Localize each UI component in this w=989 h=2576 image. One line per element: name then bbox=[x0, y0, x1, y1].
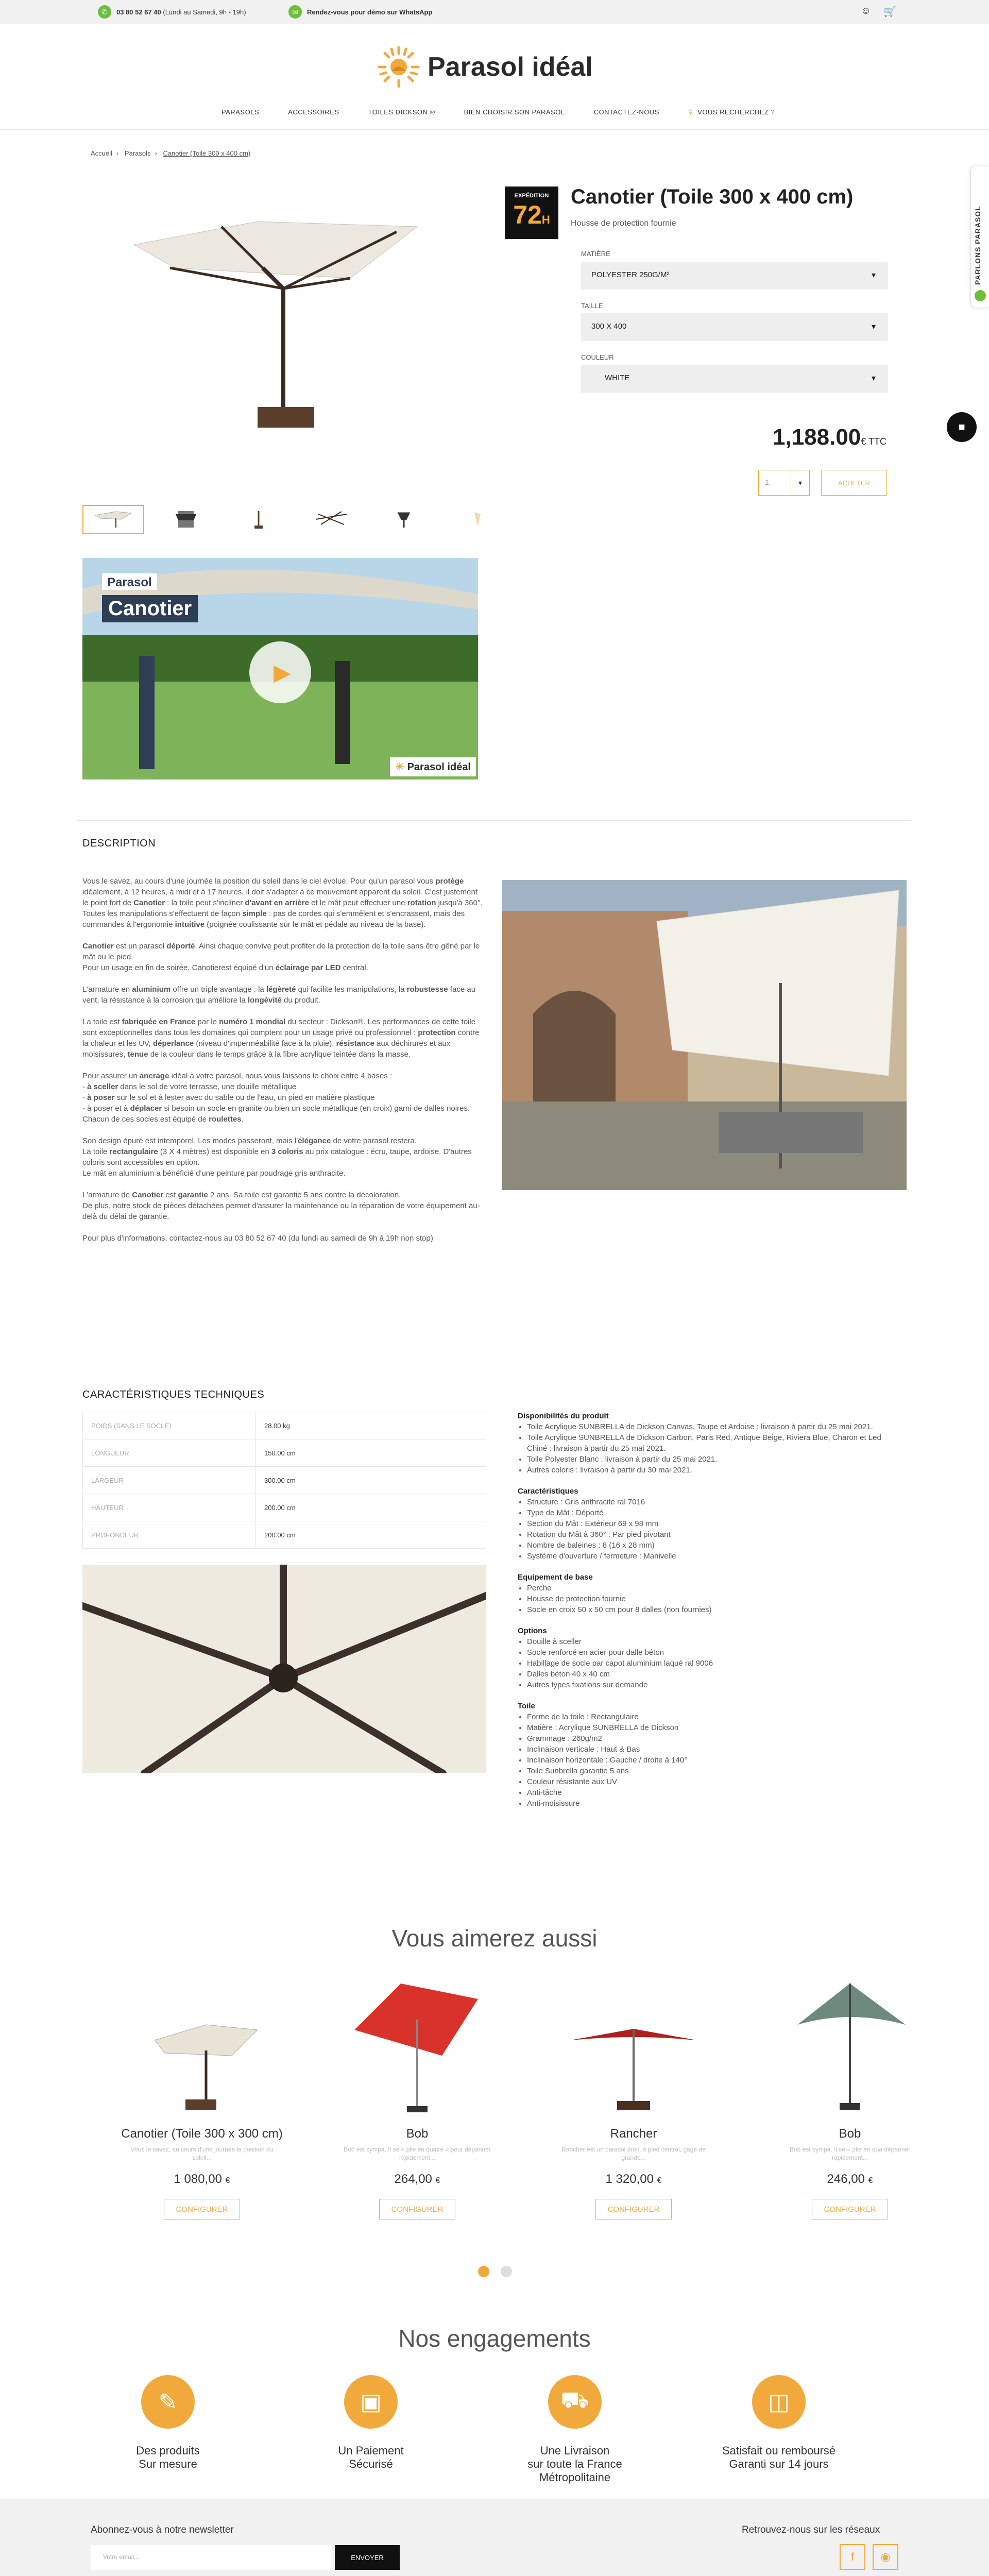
account-icon[interactable]: ☺ bbox=[860, 5, 872, 16]
list-item: • Douille à sceller bbox=[527, 1636, 899, 1647]
product-card-name[interactable]: Bob bbox=[839, 2127, 861, 2141]
quantity-stepper[interactable] bbox=[758, 470, 810, 496]
cart-icon[interactable]: 🛒 bbox=[883, 6, 896, 18]
list-item: • Socle renforcé en acier pour dalle béton bbox=[527, 1647, 899, 1658]
thumbnail-image bbox=[311, 509, 352, 530]
nav-parasols[interactable]: PARASOLS bbox=[221, 108, 260, 116]
video-brand-small: Parasol bbox=[107, 575, 152, 589]
product-card[interactable] bbox=[323, 1968, 511, 2219]
price-value: 1 080,00 bbox=[174, 2172, 222, 2186]
thumbnail[interactable] bbox=[228, 505, 289, 534]
quantity-caret-icon[interactable]: ▾ bbox=[791, 470, 809, 495]
list-item: • Forme de la toile : Rectangulaire bbox=[527, 1711, 899, 1722]
select-matiere-value: POLYESTER 250G/M² bbox=[591, 270, 670, 279]
spec-group-title: Caractéristiques bbox=[518, 1487, 578, 1496]
engagement-line1: Des produits bbox=[136, 2444, 200, 2457]
breadcrumb-current[interactable]: Canotier (Toile 300 x 400 cm) bbox=[163, 149, 251, 157]
engagement-line2: Sur mesure bbox=[139, 2458, 197, 2470]
search-icon: ⚲ bbox=[688, 108, 693, 116]
description-text: Vous le savez, au cours d'une journée la position du soleil dans le ciel évolue. Pour qu'un parasol vous protège idéalement, à 12 heures, à midi et à 17 heures, il doit s'adapter à ce mouvement apparent du soleil. C'est justement le point fort de Canotier : la toile peut s'incliner d'avant en arrière et le mât peut effectuer une rotation jusqu'à 360°. Toutes les manipulations s'effectuent de façon simple : pas de cordes qui s'emmêlent et s'encrassent, mais des commandes à l'ergonomie intuitive (poignée coulissante sur le mât et pédale au niveau de la base). Canotier est un parasol déporté. Ainsi chaque convive peut profiter de la protection de la toile sans être gêné par le mât ou le pied. Pour un usage en fin de soirée, Canotierest équipé d'un éclairage par LED central. L'armature en aluminium offre un triple avantage : la légèreté qui facilite les manipulations, la robustesse face au vent, la résistance à la corrosion qui améliore la longévité du produit. La toile est fabriquée en France par le numéro 1 mondial du secteur : Dickson®. Les performances de cette toile sont exceptionnelles dans tous les domaines qui comptent pour un usage privé ou professionnel : protection contre la chaleur et les UV, déperlance (niveau d'imperméabilité face à la pluie), résistance aux déchirures et aux moisissures, tenue de la couleur dans le temps grâce à la fibre acrylique teintée dans la masse. Pour assurer un ancrage idéal à votre parasol, nous vous laissons le choix entre 4 bases : - à sceller dans le sol de votre terrasse, une douille métallique - à poser sur le sol et à lester avec du sable ou de l'eau, un pied en matière plastique - à poser et à déplacer si besoin un socle en granite ou bien un socle métallique (en croix) garni de dalles noires. Chacun de ces socles est équipé de roulettes. Son design épuré est intemporel. Les modes passeront, mais l'élégance de votre parasol restera. La toile rectangulaire (3 X 4 mètres) est disponible en 3 coloris au prix catalogue : écru, taupe, ardoise. D'autres coloris sont accessibles en option. Le mât en aluminium a bénéficié d'une peinture par poudrage gris anthracite. L'armature de Canotier est garantie 2 ans. Sa toile est garantie 5 ans contre la décoloration. De plus, notre stock de pièces détachées permet d'assurer la maintenance ou la réparation de votre équipement au-delà du délai de garantie. Pour plus d'informations, contactez-nous au 03 80 52 67 40 (du lundi au samedi de 9h à 19h non stop) bbox=[82, 877, 483, 1243]
product-video[interactable] bbox=[82, 558, 478, 779]
list-item: • Couleur résistante aux UV bbox=[527, 1776, 899, 1787]
chat-button[interactable] bbox=[947, 412, 977, 442]
list-item: • Socle en croix 50 x 50 cm pour 8 dalles (non fournies) bbox=[527, 1604, 899, 1615]
expedition-label: EXPÉDITION bbox=[514, 193, 549, 199]
spec-group-title: Toile bbox=[518, 1702, 535, 1710]
table-row: LONGUEUR 150.00 cm bbox=[83, 1439, 486, 1467]
product-card-image[interactable] bbox=[323, 1968, 511, 2123]
engagement-badge bbox=[344, 2375, 398, 2429]
description-heading: DESCRIPTION bbox=[82, 838, 156, 849]
engagement-badge bbox=[548, 2375, 602, 2429]
engagement-badge bbox=[752, 2375, 806, 2429]
logo-text: Parasol idéal bbox=[428, 52, 593, 82]
list-item: • Inclinaison verticale : Haut & Bas bbox=[527, 1744, 899, 1755]
engagements-heading: Nos engagements bbox=[398, 2325, 591, 2352]
nav-contact[interactable]: CONTACTEZ-NOUS bbox=[593, 108, 659, 116]
product-card-price bbox=[108, 2172, 296, 2187]
main-nav bbox=[221, 108, 775, 116]
thumbnail[interactable] bbox=[300, 505, 362, 534]
engagement-line2: Garanti sur 14 jours bbox=[729, 2458, 829, 2470]
product-card[interactable] bbox=[756, 1968, 944, 2219]
chevron-down-icon: ▾ bbox=[871, 323, 876, 331]
box-icon: ◫ bbox=[768, 2389, 790, 2415]
related-heading: Vous aimerez aussi bbox=[391, 1925, 598, 1952]
product-thumbnail bbox=[756, 1968, 944, 2123]
chevron-down-icon: ▾ bbox=[871, 374, 876, 383]
product-card-name[interactable]: Rancher bbox=[610, 2127, 657, 2141]
product-card-image[interactable] bbox=[540, 1968, 727, 2123]
spec-list bbox=[518, 1583, 899, 1615]
product-card[interactable] bbox=[108, 1968, 296, 2219]
product-card-price bbox=[756, 2172, 944, 2187]
list-item: • Anti-tâche bbox=[527, 1787, 899, 1798]
price-currency: € bbox=[868, 2176, 873, 2185]
facebook-icon[interactable]: f bbox=[840, 2544, 865, 2570]
product-main-image[interactable] bbox=[129, 196, 438, 438]
product-thumbnail bbox=[323, 1968, 511, 2123]
newsletter-email-input[interactable]: Votre email... bbox=[91, 2545, 332, 2570]
card-icon: ▣ bbox=[360, 2389, 382, 2415]
product-card-desc: Bob est sympa. Il se « plie en quatre » pour dépanner rapidement... bbox=[344, 2146, 491, 2161]
engagement-line2: Sécurisé bbox=[349, 2458, 393, 2470]
engagement-line1: Satisfait ou remboursé bbox=[722, 2444, 836, 2457]
configure-button[interactable]: CONFIGURER bbox=[595, 2199, 672, 2219]
list-item: • Rotation du Mât à 360° : Par pied pivotant bbox=[527, 1529, 899, 1540]
price-value: 246,00 bbox=[827, 2172, 865, 2186]
engagement-item bbox=[498, 2375, 652, 2484]
play-button[interactable] bbox=[249, 641, 311, 703]
product-card-name[interactable]: Bob bbox=[406, 2127, 429, 2141]
top-bar bbox=[0, 0, 989, 24]
phone-icon: ✆ bbox=[98, 5, 111, 19]
option-label-couleur: COULEUR bbox=[581, 353, 614, 361]
description-photo bbox=[502, 880, 907, 1190]
thumbnail[interactable] bbox=[82, 505, 144, 534]
list-item: • Habillage de socle par capot aluminium laqué ral 9006 bbox=[527, 1658, 899, 1669]
nav-search[interactable] bbox=[688, 108, 775, 116]
price-suffix: € TTC bbox=[861, 436, 886, 447]
product-card-name[interactable]: Canotier (Toile 300 x 300 cm) bbox=[121, 2127, 283, 2141]
product-card-desc: Bob est sympa. Il se « plie en qua dépanner rapidement... bbox=[789, 2146, 911, 2161]
video-brand-big: Canotier bbox=[102, 595, 198, 622]
list-item: • Autres coloris : livraison à partir du 30 mai 2021. bbox=[527, 1465, 899, 1476]
list-item: • Anti-moisissure bbox=[527, 1798, 899, 1809]
phone-contact[interactable] bbox=[98, 5, 246, 19]
configure-button[interactable]: CONFIGURER bbox=[812, 2199, 888, 2219]
spec-group-title: Options bbox=[518, 1626, 547, 1635]
list-item: • Section du Mât : Extérieur 69 x 98 mm bbox=[527, 1518, 899, 1529]
engagement-badge bbox=[141, 2375, 195, 2429]
truck-icon: ⛟ bbox=[560, 2387, 589, 2413]
newsletter-title: Abonnez-vous à notre newsletter bbox=[91, 2524, 234, 2535]
list-item: • Grammage : 260g/m2 bbox=[527, 1733, 899, 1744]
product-card-price bbox=[540, 2172, 727, 2187]
site-logo[interactable] bbox=[377, 45, 593, 89]
nav-bien-choisir[interactable]: BIEN CHOISIR SON PARASOL bbox=[464, 108, 565, 116]
parlons-parasol-tab[interactable] bbox=[970, 166, 989, 308]
chat-icon: ■ bbox=[958, 420, 965, 433]
divider bbox=[77, 820, 912, 821]
product-card-image[interactable] bbox=[756, 1968, 944, 2123]
product-card[interactable] bbox=[540, 1968, 727, 2219]
price-value: 1 320,00 bbox=[605, 2172, 654, 2186]
engagement-line1: Un Paiement bbox=[338, 2444, 404, 2457]
expedition-unit: H bbox=[541, 213, 550, 226]
whatsapp-label[interactable]: Rendez-vous pour démo sur WhatsApp bbox=[307, 8, 433, 16]
quantity-value: 1 bbox=[765, 478, 769, 486]
select-taille[interactable] bbox=[581, 313, 888, 341]
product-card-image[interactable] bbox=[108, 1968, 296, 2123]
thumbnail-image bbox=[238, 509, 279, 530]
spec-list bbox=[518, 1636, 899, 1690]
engagement-line1: Une Livraison bbox=[540, 2444, 610, 2457]
table-row: HAUTEUR 200.00 cm bbox=[83, 1494, 486, 1521]
select-matiere[interactable] bbox=[581, 262, 888, 290]
price-currency: € bbox=[435, 2176, 440, 2185]
spec-details bbox=[518, 1411, 899, 1809]
whatsapp-link[interactable] bbox=[288, 5, 432, 19]
product-card-desc: Vous le savez, au cours d'une journée la position du soleil... bbox=[130, 2146, 274, 2161]
sun-small-icon: ☀ bbox=[395, 761, 405, 773]
tech-heading: CARACTÉRISTIQUES TECHNIQUES bbox=[82, 1389, 265, 1400]
chevron-down-icon: ▾ bbox=[871, 271, 876, 280]
instagram-icon[interactable]: ◉ bbox=[873, 2544, 898, 2570]
video-title-badge bbox=[102, 573, 157, 590]
play-icon: ▶ bbox=[274, 659, 291, 685]
spec-group-title: Disponibilités du produit bbox=[518, 1412, 609, 1420]
list-item: • Perche bbox=[527, 1583, 899, 1594]
breadcrumb: Accueil › Parasols › Canotier (Toile 300 x 400 cm) bbox=[91, 149, 251, 157]
option-label-taille: TAILLE bbox=[581, 302, 603, 310]
product-title: Canotier (Toile 300 x 400 cm) bbox=[571, 185, 854, 208]
list-item: • Autres types fixations sur demande bbox=[527, 1680, 899, 1690]
newsletter-section bbox=[0, 2499, 989, 2576]
price-currency: € bbox=[657, 2176, 662, 2185]
social-title: Retrouvez-nous sur les réseaux bbox=[742, 2524, 880, 2535]
phone-number[interactable]: 03 80 52 67 40 bbox=[116, 8, 161, 16]
search-label: VOUS RECHERCHEZ ? bbox=[697, 108, 775, 116]
whatsapp-icon: ✉ bbox=[288, 5, 302, 19]
thumbnail-strip bbox=[82, 505, 518, 534]
select-couleur[interactable] bbox=[581, 365, 888, 393]
engagement-item bbox=[702, 2375, 856, 2471]
option-label-matiere: MATIÈRE bbox=[581, 250, 610, 258]
sun-logo-icon bbox=[377, 45, 420, 89]
breadcrumb-category[interactable]: Parasols bbox=[124, 149, 151, 157]
video-watermark bbox=[390, 757, 476, 776]
spec-table bbox=[82, 1412, 486, 1549]
site-header bbox=[0, 24, 989, 130]
engagement-item bbox=[91, 2375, 245, 2471]
list-item: • Système d'ouverture / fermeture : Manivelle bbox=[527, 1551, 899, 1562]
video-watermark-text: Parasol idéal bbox=[407, 761, 471, 773]
spec-list bbox=[518, 1497, 899, 1562]
spec-list bbox=[518, 1711, 899, 1809]
list-item: • Toile Acrylique SUNBRELLA de Dickson Canvas, Taupe et Ardoise : livraison à partir du 25 mai 2021. bbox=[527, 1421, 899, 1432]
thumbnail-image bbox=[383, 509, 424, 530]
expedition-badge bbox=[505, 187, 558, 239]
spec-group-title: Equipement de base bbox=[518, 1573, 593, 1582]
list-item: • Toile Acrylique SUNBRELLA de Dickson Carbon, Paris Red, Antique Beige, Riviera Blue, Charon et Led Chiné : livraison à partir du 25 mai 2021. bbox=[527, 1432, 899, 1454]
spec-list bbox=[518, 1421, 899, 1476]
thumbnail-image bbox=[93, 509, 134, 530]
list-item: • Housse de protection fournie bbox=[527, 1594, 899, 1604]
select-taille-value: 300 X 400 bbox=[591, 322, 627, 331]
engagement-line2: sur toute la France Métropolitaine bbox=[527, 2458, 622, 2484]
expedition-value: 72 bbox=[513, 200, 542, 229]
breadcrumb-home[interactable]: Accueil bbox=[91, 149, 112, 157]
product-thumbnail bbox=[108, 1968, 296, 2123]
table-row: LARGEUR 300.00 cm bbox=[83, 1467, 486, 1494]
opening-hours: (Lundi au Samedi, 9h - 19h) bbox=[163, 8, 246, 16]
thumbnail[interactable] bbox=[446, 505, 507, 534]
newsletter-submit-button[interactable]: ENVOYER bbox=[335, 2545, 400, 2570]
tools-icon: ✎ bbox=[158, 2389, 178, 2415]
list-item: • Type de Mât : Déporté bbox=[527, 1507, 899, 1518]
side-tab-label: PARLONS PARASOL bbox=[974, 206, 982, 285]
configure-button[interactable]: CONFIGURER bbox=[164, 2199, 240, 2219]
price-value: 264,00 bbox=[394, 2172, 432, 2186]
thumbnail[interactable] bbox=[155, 505, 217, 534]
frame-closeup-photo bbox=[82, 1565, 486, 1773]
buy-button[interactable]: ACHETER bbox=[821, 470, 887, 496]
carousel-dots bbox=[478, 2266, 512, 2277]
select-couleur-value: WHITE bbox=[605, 374, 630, 382]
nav-accessoires[interactable]: ACCESSOIRES bbox=[288, 108, 339, 116]
thumbnail-image bbox=[165, 509, 207, 530]
list-item: • Matière : Acrylique SUNBRELLA de Dickson bbox=[527, 1722, 899, 1733]
list-item: • Inclinaison horizontale : Gauche / droite à 140° bbox=[527, 1755, 899, 1766]
carousel-dot[interactable] bbox=[501, 2266, 512, 2277]
thumbnail[interactable] bbox=[373, 505, 435, 534]
thumbnail-image bbox=[456, 509, 497, 530]
product-thumbnail bbox=[540, 1968, 727, 2123]
list-item: • Structure : Gris anthracite ral 7016 bbox=[527, 1497, 899, 1507]
nav-toiles-dickson[interactable]: TOILES DICKSON ® bbox=[368, 108, 435, 116]
price-currency: € bbox=[225, 2176, 230, 2185]
table-row: PROFONDEUR 200.00 cm bbox=[83, 1521, 486, 1549]
list-item: • Toile Sunbrella garantie 5 ans bbox=[527, 1766, 899, 1776]
configure-button[interactable]: CONFIGURER bbox=[379, 2199, 455, 2219]
list-item: • Dalles béton 40 x 40 cm bbox=[527, 1669, 899, 1680]
product-card-price bbox=[323, 2172, 511, 2187]
engagement-item bbox=[294, 2375, 448, 2471]
product-price bbox=[773, 425, 886, 450]
list-item: • Nombre de baleines : 8 (16 x 28 mm) bbox=[527, 1540, 899, 1551]
account-actions bbox=[861, 5, 896, 18]
product-subtitle: Housse de protection fournie bbox=[571, 219, 676, 228]
whatsapp-tab-icon bbox=[975, 290, 986, 301]
price-value: 1,188.00 bbox=[773, 425, 861, 450]
table-row: POIDS (SANS LE SOCLE) 28.00 kg bbox=[83, 1412, 486, 1439]
product-card-desc: Rancher est un parasol droit, à pied central, gage de grande... bbox=[561, 2146, 706, 2161]
carousel-dot[interactable] bbox=[478, 2266, 489, 2277]
list-item: • Toile Polyester Blanc : livraison à partir du 25 mai 2021. bbox=[527, 1454, 899, 1465]
